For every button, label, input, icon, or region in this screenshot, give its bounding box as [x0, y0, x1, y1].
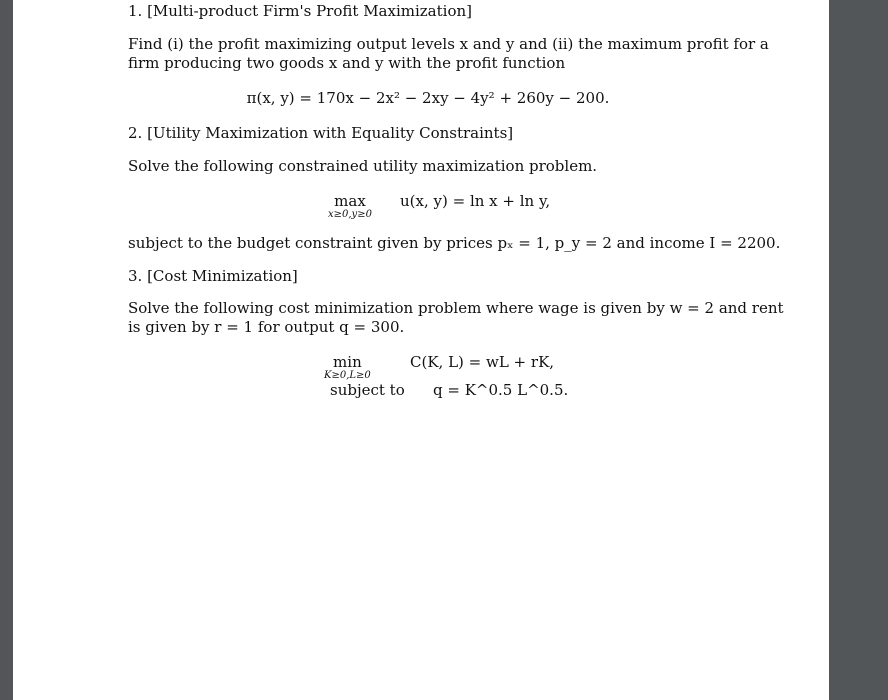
q3-min-operator	[324, 354, 371, 381]
q3-heading: 3. [Cost Minimization]	[128, 267, 298, 285]
q1-profit-equation: π(x, y) = 170x − 2x² − 2xy − 4y² + 260y − 200.	[246, 89, 610, 107]
q1-text-line1: Find (i) the profit maximizing output levels x and y and (ii) the maximum profit for a	[128, 35, 769, 53]
q2-constraint: subject to the budget constraint given by prices pₓ = 1, p_y = 2 and income I = 2200.	[128, 234, 781, 252]
q3-text-line1: Solve the following cost minimization problem where wage is given by w = 2 and rent	[128, 299, 784, 317]
q1-heading: 1. [Multi-product Firm's Profit Maximization]	[128, 2, 472, 20]
q2-operator: max	[334, 192, 366, 210]
q2-heading: 2. [Utility Maximization with Equality Constraints]	[128, 124, 514, 142]
document-page	[13, 0, 829, 700]
q3-text-line2: is given by r = 1 for output q = 300.	[128, 318, 405, 336]
q3-constraint: q = K^0.5 L^0.5.	[433, 381, 569, 399]
q2-objective: u(x, y) = ln x + ln y,	[400, 192, 551, 210]
q3-operator: min	[333, 353, 362, 371]
q1-text-line2: firm producing two goods x and y with the profit function	[128, 54, 566, 72]
q2-operator-sub: x≥0,y≥0	[328, 209, 372, 220]
q3-objective: C(K, L) = wL + rK,	[410, 353, 555, 371]
q2-intro: Solve the following constrained utility maximization problem.	[128, 157, 598, 175]
q3-subject-to: subject to	[330, 381, 405, 399]
q2-max-operator	[328, 193, 372, 220]
q3-operator-sub: K≥0,L≥0	[324, 370, 371, 381]
